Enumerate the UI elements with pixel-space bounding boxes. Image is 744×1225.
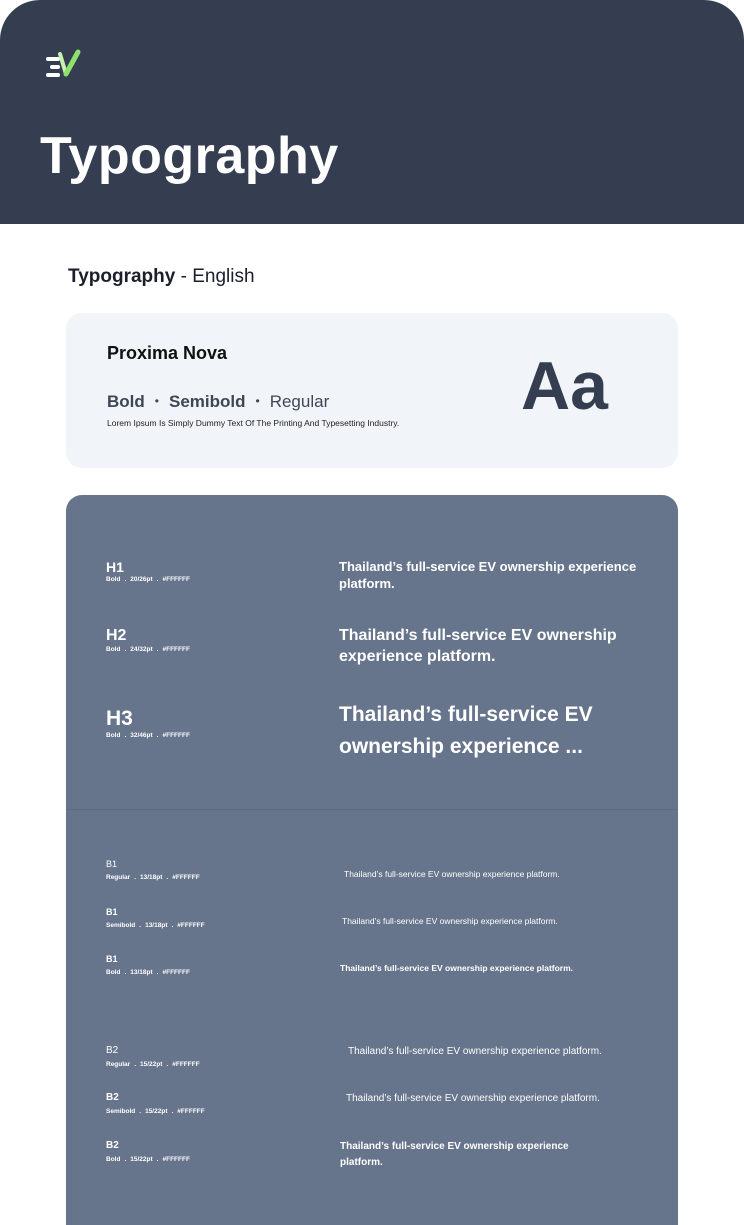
spec-label: B2 <box>106 1045 119 1056</box>
section-heading-bold: Typography <box>68 266 176 287</box>
brand-logo-icon <box>46 48 82 80</box>
font-name: Proxima Nova <box>107 343 228 363</box>
section-heading-rest: - English <box>175 266 255 287</box>
heading-spec-h3 <box>106 707 190 739</box>
body-spec-b2-regular <box>106 1045 200 1068</box>
heading-sample-h2: Thailand’s full-service EV ownership experience platform. <box>339 627 617 665</box>
weight-semibold-label: Semibold <box>168 392 246 411</box>
body-spec-b1-regular <box>106 859 200 881</box>
spec-meta: Bold . 13/18pt . #FFFFFF <box>106 969 190 976</box>
font-glyph-preview: Aa <box>521 348 608 424</box>
separator-dot: • <box>255 394 260 408</box>
body-spec-b1-bold <box>106 954 190 976</box>
font-weights <box>107 392 329 412</box>
body-sample-b1-semibold: Thailand’s full-service EV ownership experience platform. <box>342 916 558 926</box>
type-scale-panel <box>66 495 678 1225</box>
heading-sample-h3: Thailand’s full-service EV ownership experience ... <box>339 703 593 758</box>
body-spec-b2-bold <box>106 1140 190 1163</box>
body-sample-b2-regular: Thailand’s full-service EV ownership experience platform. <box>348 1046 602 1057</box>
section-heading <box>68 266 255 288</box>
weight-bold-label: Bold <box>107 392 145 411</box>
spec-label: H1 <box>106 559 124 575</box>
weight-regular-label: Regular <box>269 392 330 411</box>
page-header <box>0 0 744 224</box>
heading-spec-h2 <box>106 627 190 653</box>
spec-meta: Bold . 32/46pt . #FFFFFF <box>106 732 190 739</box>
spec-label: B1 <box>106 907 118 917</box>
section-divider <box>66 809 678 810</box>
page-title: Typography <box>40 127 339 185</box>
separator-dot: • <box>154 394 159 408</box>
body-sample-b1-regular: Thailand’s full-service EV ownership experience platform. <box>344 869 560 879</box>
heading-spec-h1 <box>106 559 190 583</box>
heading-sample-h1: Thailand’s full-service EV ownership experience platform. <box>339 559 637 591</box>
body-spec-b2-semibold <box>106 1092 205 1115</box>
body-sample-b2-bold: Thailand’s full-service EV ownership experience platform. <box>340 1141 569 1168</box>
body-sample-b1-bold: Thailand’s full-service EV ownership experience platform. <box>340 963 574 973</box>
spec-label: B2 <box>106 1092 119 1103</box>
font-sample-text: Lorem Ipsum Is Simply Dummy Text Of The Printing And Typesetting Industry. <box>107 418 400 428</box>
spec-label: H2 <box>106 627 127 644</box>
spec-meta: Bold . 15/22pt . #FFFFFF <box>106 1156 190 1163</box>
spec-label: B2 <box>106 1140 119 1151</box>
spec-meta: Semibold . 13/18pt . #FFFFFF <box>106 922 205 929</box>
spec-meta: Bold . 20/26pt . #FFFFFF <box>106 576 190 583</box>
body-spec-b1-semibold <box>106 907 205 929</box>
spec-label: B1 <box>106 954 118 964</box>
spec-meta: Regular . 13/18pt . #FFFFFF <box>106 874 200 881</box>
spec-label: B1 <box>106 859 118 869</box>
font-card <box>66 313 678 468</box>
spec-meta: Semibold . 15/22pt . #FFFFFF <box>106 1108 205 1115</box>
spec-meta: Bold . 24/32pt . #FFFFFF <box>106 646 190 653</box>
spec-label: H3 <box>106 707 133 730</box>
body-sample-b2-semibold: Thailand’s full-service EV ownership experience platform. <box>346 1093 600 1104</box>
spec-meta: Regular . 15/22pt . #FFFFFF <box>106 1061 200 1068</box>
